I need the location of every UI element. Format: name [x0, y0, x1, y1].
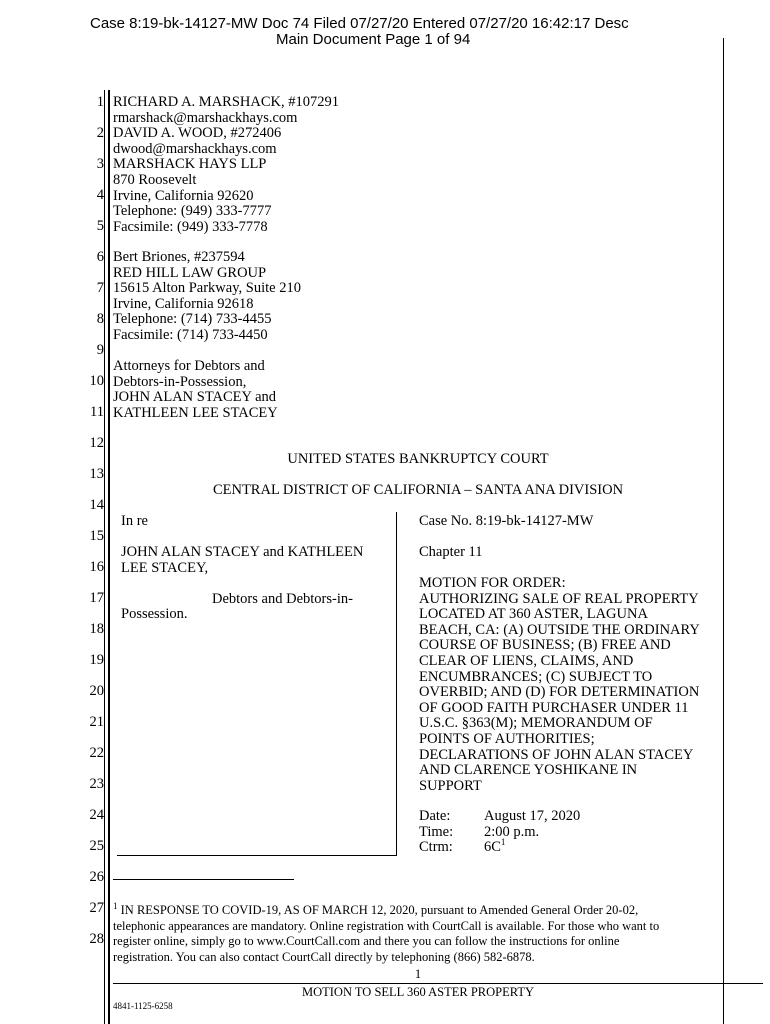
footnote-line [113, 900, 659, 919]
footer-title: MOTION TO SELL 360 ASTER PROPERTY [301, 985, 535, 999]
line-number: 4 [96, 187, 104, 203]
line-number: 20 [89, 683, 104, 699]
hearing-date-value: August 17, 2020 [484, 808, 581, 824]
counsel-address: Irvine, California 92620 [113, 187, 254, 204]
motion-title-line: COURSE OF BUSINESS; (B) FREE AND [419, 637, 671, 654]
motion-title-line: LOCATED AT 360 ASTER, LAGUNA [419, 606, 648, 623]
motion-title-line: OVERBID; AND (D) FOR DETERMINATION [419, 684, 700, 701]
attorneys-for-block [113, 359, 278, 421]
chapter: Chapter 11 [419, 544, 483, 560]
line-number: 9 [96, 342, 104, 358]
courtroom-text: 6C [484, 839, 501, 855]
attorneys-for-line: JOHN ALAN STACEY and [113, 389, 277, 406]
counsel-facsimile: Facsimile: (714) 733-4450 [113, 326, 268, 343]
caption-bottom-rule [117, 855, 397, 856]
counsel-firm: MARSHACK HAYS LLP [113, 156, 267, 173]
line-number: 1 [96, 94, 104, 110]
attorneys-for-line: Attorneys for Debtors and [113, 358, 265, 374]
line-number: 28 [89, 931, 104, 947]
right-margin-rule [723, 38, 724, 1024]
left-margin-rule-inner [108, 90, 110, 1024]
caption-debtors-name: LEE STACEY, [121, 560, 209, 576]
caption-vertical-rule [396, 512, 397, 856]
motion-title-line: SUPPORT [419, 777, 482, 794]
footnote-reference: 1 [500, 837, 506, 848]
counsel-block-briones [113, 250, 301, 344]
caption-debtors-role: Debtors and Debtors-in- [212, 591, 353, 607]
counsel-facsimile: Facsimile: (949) 333-7778 [113, 218, 268, 235]
motion-title-line: CLEAR OF LIENS, CLAIMS, AND [419, 652, 634, 669]
attorneys-for-line: Debtors-in-Possession, [113, 373, 247, 390]
hearing-time-label: Time: [419, 824, 454, 840]
counsel-address: 870 Roosevelt [113, 171, 197, 188]
attorneys-for-line: KATHLEEN LEE STACEY [113, 404, 278, 421]
line-number: 26 [89, 869, 104, 885]
line-number: 16 [89, 559, 104, 575]
line-number: 15 [89, 528, 104, 544]
motion-title-line: POINTS OF AUTHORITIES; [419, 730, 595, 747]
line-number: 2 [96, 125, 104, 141]
caption-debtors-role: Possession. [121, 606, 188, 622]
footnote-line: registration. You can also contact CourtCall directly by telephoning (866) 582-6878. [113, 949, 535, 964]
footnote-separator [113, 879, 294, 880]
hearing-date-label: Date: [419, 808, 451, 824]
line-number: 3 [96, 156, 104, 172]
counsel-address: 15615 Alton Parkway, Suite 210 [113, 280, 301, 297]
line-number: 13 [89, 466, 104, 482]
line-number: 14 [89, 497, 104, 513]
hearing-courtroom-label: Ctrm: [419, 839, 453, 855]
footnote-marker: 1 [113, 900, 118, 911]
line-number: 23 [89, 776, 104, 792]
footnote-text: IN RESPONSE TO COVID-19, AS OF MARCH 12, 2020, pursuant to Amended General Order 20-02, [117, 903, 639, 917]
motion-title-line: DECLARATIONS OF JOHN ALAN STACEY [419, 746, 694, 763]
line-number: 25 [89, 838, 104, 854]
court-district: CENTRAL DISTRICT OF CALIFORNIA – SANTA ANA DIVISION [212, 482, 624, 498]
line-number: 19 [89, 652, 104, 668]
line-number: 21 [89, 714, 104, 730]
footer-rule [113, 983, 763, 984]
motion-title-line: U.S.C. §363(M); MEMORANDUM OF [419, 715, 653, 732]
counsel-telephone: Telephone: (949) 333-7777 [113, 203, 272, 220]
line-number: 11 [90, 404, 104, 420]
motion-title-line: MOTION FOR ORDER: [419, 575, 566, 591]
hearing-courtroom-value [484, 837, 506, 856]
line-number: 7 [96, 280, 104, 296]
case-number: Case No. 8:19-bk-14127-MW [419, 513, 594, 529]
line-number: 12 [89, 435, 104, 451]
footnote-line: register online, simply go to www.CourtCall.com and there you can follow the instructions for online [113, 934, 620, 949]
caption-in-re: In re [121, 513, 148, 529]
motion-title-line: BEACH, CA: (A) OUTSIDE THE ORDINARY [419, 621, 700, 638]
page-number: 1 [414, 967, 422, 981]
counsel-line: DAVID A. WOOD, #272406 [113, 125, 282, 142]
line-number: 6 [96, 249, 104, 265]
caption-debtors-name: JOHN ALAN STACEY and KATHLEEN [121, 544, 364, 560]
line-number: 10 [89, 373, 104, 389]
motion-title [419, 576, 700, 794]
counsel-line: Bert Briones, #237594 [113, 249, 245, 265]
line-number: 17 [89, 590, 104, 606]
motion-title-line: ENCUMBRANCES; (C) SUBJECT TO [419, 668, 653, 685]
court-name: UNITED STATES BANKRUPTCY COURT [287, 451, 549, 467]
case-header-line1: Case 8:19-bk-14127-MW Doc 74 Filed 07/27/20 Entered 07/27/20 16:42:17 Desc [90, 15, 629, 32]
motion-title-line: AND CLARENCE YOSHIKANE IN [419, 762, 638, 779]
motion-title-line: AUTHORIZING SALE OF REAL PROPERTY [419, 590, 699, 607]
footnote [113, 900, 660, 965]
hearing-time-value: 2:00 p.m. [484, 824, 540, 840]
case-header-line2: Main Document Page 1 of 94 [276, 31, 471, 48]
counsel-telephone: Telephone: (714) 733-4455 [113, 311, 272, 328]
left-margin-rule-outer [104, 90, 105, 1024]
counsel-address: Irvine, California 92618 [113, 295, 254, 312]
line-number: 5 [96, 218, 104, 234]
document-id: 4841-1125-6258 [113, 1001, 173, 1011]
footnote-line: telephonic appearances are mandatory. Online registration with CourtCall is available. For those who want to [113, 918, 660, 933]
counsel-email: dwood@marshackhays.com [113, 140, 277, 157]
counsel-email: rmarshack@marshackhays.com [113, 109, 298, 126]
counsel-line: RICHARD A. MARSHACK, #107291 [113, 94, 339, 110]
counsel-block-marshack [113, 95, 339, 235]
line-number: 18 [89, 621, 104, 637]
line-number: 8 [96, 311, 104, 327]
motion-title-line: OF GOOD FAITH PURCHASER UNDER 11 [419, 699, 689, 716]
line-number: 24 [89, 807, 104, 823]
counsel-firm: RED HILL LAW GROUP [113, 264, 267, 281]
line-number: 27 [89, 900, 104, 916]
line-number: 22 [89, 745, 104, 761]
